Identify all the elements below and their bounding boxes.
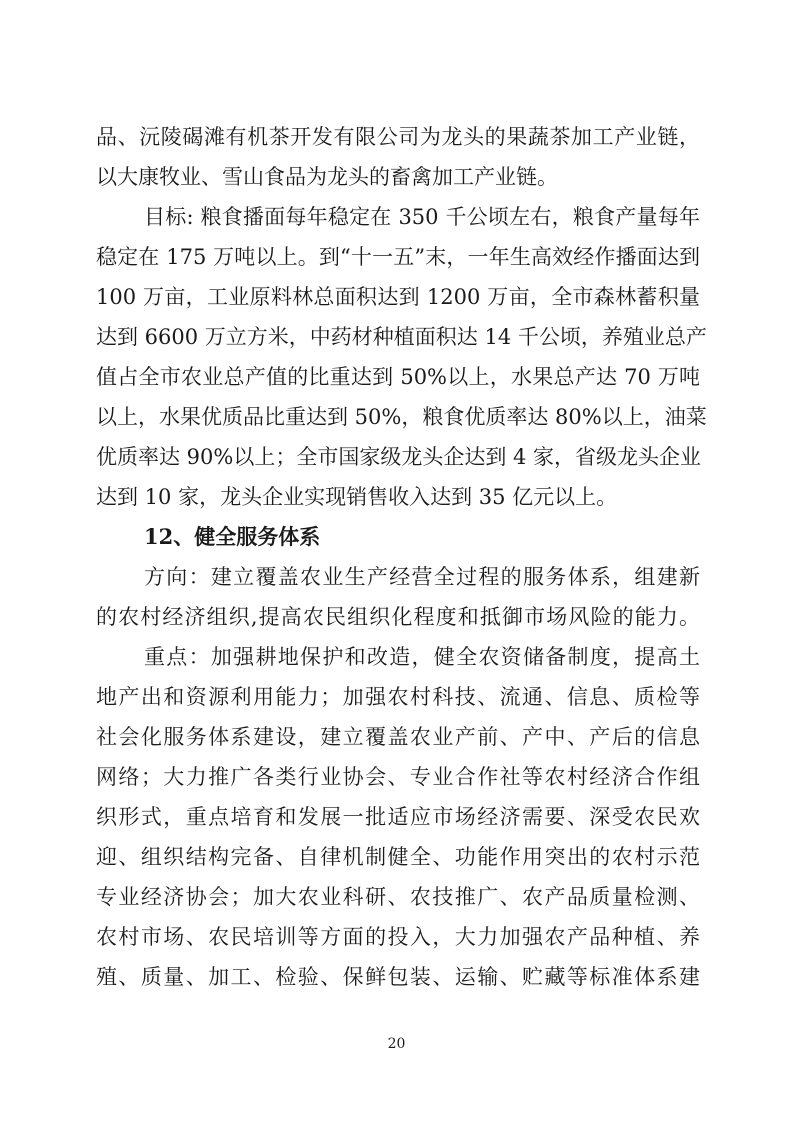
body-line: 迎、组织结构完备、自律机制健全、功能作用突出的农村示范 bbox=[96, 845, 700, 869]
body-line: 100 万亩，工业原料林总面积达到 1200 万亩，全市森林蓄积量 bbox=[96, 285, 700, 309]
body-line: 值占全市农业总产值的比重达到 50%以上，水果总产达 70 万吨 bbox=[96, 365, 700, 389]
page-number: 20 bbox=[387, 1036, 406, 1052]
body-line: 网络；大力推广各类行业协会、专业合作社等农村经济合作组 bbox=[96, 765, 700, 789]
body-line: 织形式，重点培育和发展一批适应市场经济需要、深受农民欢 bbox=[96, 805, 700, 829]
body-line: 优质率达 90%以上；全市国家级龙头企达到 4 家，省级龙头企业 bbox=[96, 445, 702, 469]
body-line: 农村市场、农民培训等方面的投入，大力加强农产品种植、养 bbox=[96, 925, 700, 949]
body-line: 殖、质量、加工、检验、保鲜包装、运输、贮藏等标准体系建 bbox=[96, 965, 700, 989]
body-line: 方向：建立覆盖农业生产经营全过程的服务体系，组建新 bbox=[144, 565, 700, 589]
body-line: 目标: 粮食播面每年稳定在 350 千公顷左右，粮食产量每年 bbox=[144, 205, 700, 229]
body-line: 以大康牧业、雪山食品为龙头的畜禽加工产业链。 bbox=[96, 165, 558, 189]
body-line: 专业经济协会；加大农业科研、农技推广、农产品质量检测、 bbox=[96, 885, 700, 909]
body-line: 以上，水果优质品比重达到 50%，粮食优质率达 80%以上，油菜 bbox=[96, 405, 707, 429]
body-line: 达到 6600 万立方米，中药材种植面积达 14 千公顷，养殖业总产 bbox=[96, 325, 707, 349]
body-line: 地产出和资源利用能力；加强农村科技、流通、信息、质检等 bbox=[96, 685, 700, 709]
text-block bbox=[96, 117, 707, 997]
body-line: 稳定在 175 万吨以上。到“十一五”末，一年生高效经作播面达到 bbox=[96, 245, 700, 269]
body-line: 达到 10 家，龙头企业实现销售收入达到 35 亿元以上。 bbox=[96, 485, 618, 509]
body-line: 社会化服务体系建设，建立覆盖农业产前、产中、产后的信息 bbox=[96, 725, 700, 749]
body-line: 的农村经济组织,提高农民组织化程度和抵御市场风险的能力。 bbox=[96, 605, 700, 629]
body-line: 品、沅陵碣滩有机茶开发有限公司为龙头的果蔬茶加工产业链， bbox=[96, 125, 700, 149]
body-line: 重点：加强耕地保护和改造，健全农资储备制度，提高土 bbox=[144, 645, 700, 669]
section-heading: 12、健全服务体系 bbox=[144, 524, 321, 549]
